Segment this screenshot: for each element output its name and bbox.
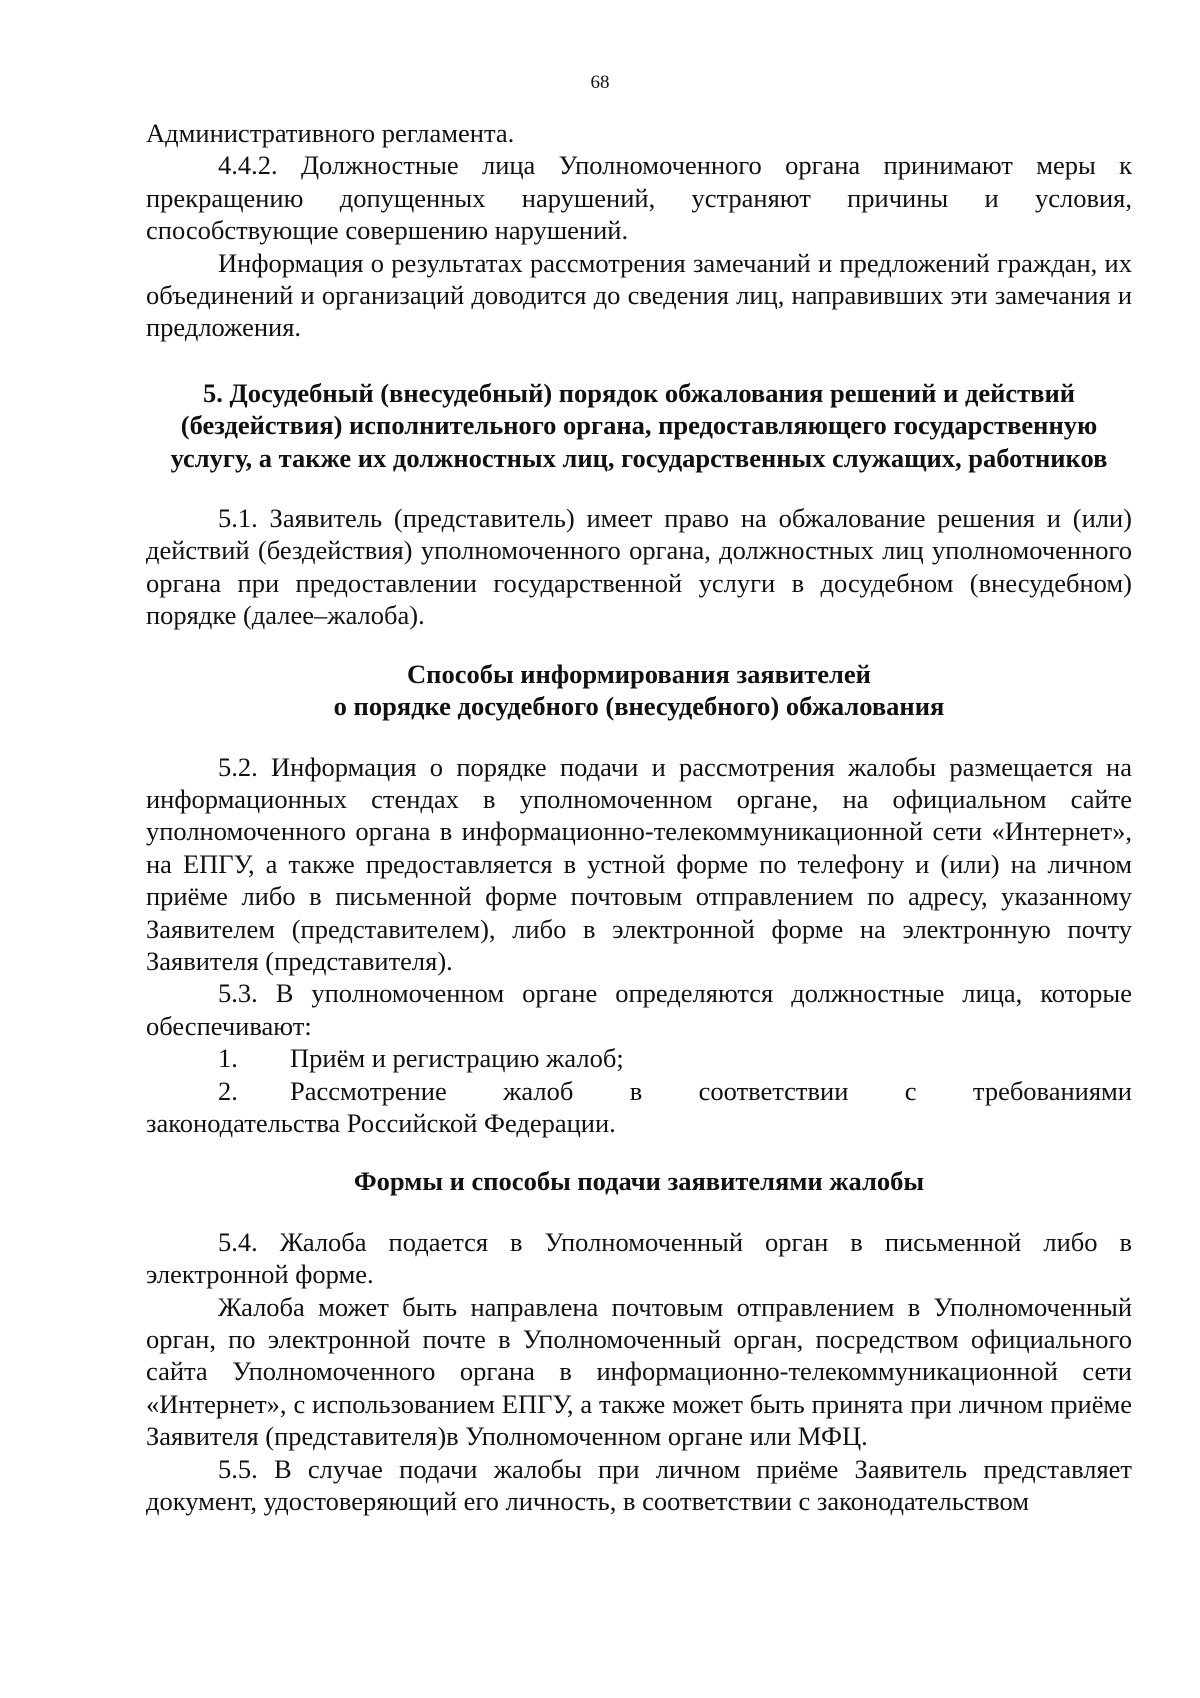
paragraph-5-2: 5.2. Информация о порядке подачи и рассмотрения жалобы размещается на информационных стендах в уполномоченном органе, на официальном сайте уполномоченного органа в информационно-телекоммуникационной сети «Интернет», на ЕПГУ, а также предоставляется в устной форме по телефону и (или) на личном приёме либо в письменной форме почтовым отправлением по адресу, указанному Заявителем (представителем), либо в электронной форме на электронную почту Заявителя (представителя). bbox=[146, 751, 1132, 976]
paragraph-5-1: 5.1. Заявитель (представитель) имеет право на обжалование решения и (или) действий (бездействия) уполномоченного органа, должностных лиц уполномоченного органа при предоставлении государственной услуги в досудебном (внесудебном) порядке (далее–жалоба). bbox=[146, 503, 1132, 631]
subheading-submission-forms: Формы и способы подачи заявителями жалобы bbox=[353, 1166, 925, 1197]
list-item-number: 1. bbox=[218, 1043, 238, 1074]
paragraph-5-4: 5.4. Жалоба подается в Уполномоченный орган в письменной либо в электронной форме. bbox=[146, 1226, 1132, 1290]
list-item-text: Приём и регистрацию жалоб; bbox=[290, 1043, 624, 1074]
subheading-informing-line-2: о порядке досудебного (внесудебного) обжалования bbox=[333, 691, 945, 722]
paragraph-5-3: 5.3. В уполномоченном органе определяются должностные лица, которые обеспечивают: bbox=[146, 978, 1132, 1041]
subheading-informing-line-1: Способы информирования заявителей bbox=[407, 658, 871, 689]
list-item-number: 2. bbox=[218, 1075, 238, 1106]
document-body bbox=[146, 117, 1132, 1517]
page-number: 68 bbox=[590, 72, 610, 93]
paragraph-4-4-2: 4.4.2. Должностные лица Уполномоченного органа принимают меры к прекращению допущенных нарушений, устраняют причины и условия, способствующие совершению нарушений. bbox=[146, 150, 1132, 246]
section-5-heading: 5. Досудебный (внесудебный) порядок обжалования решений и действий (бездействия) исполнительного органа, предоставляющего государственную услугу, а также их должностных лиц, государственных служащих, работников bbox=[170, 377, 1108, 473]
list-item-2-continuation: законодательства Российской Федерации. bbox=[146, 1107, 616, 1138]
list-item-2 bbox=[146, 1075, 1132, 1107]
subheading-informing-methods bbox=[146, 658, 1132, 723]
list-item-1 bbox=[146, 1042, 1132, 1074]
paragraph-5-5: 5.5. В случае подачи жалобы при личном приёме Заявитель представляет документ, удостоверяющий его личность, в соответствии с законодательством bbox=[146, 1453, 1132, 1517]
paragraph-results-info: Информация о результатах рассмотрения замечаний и предложений граждан, их объединений и организаций доводится до сведения лиц, направивших эти замечания и предложения. bbox=[146, 247, 1132, 343]
paragraph-submission-channels: Жалоба может быть направлена почтовым отправлением в Уполномоченный орган, по электронной почте в Уполномоченный орган, посредством официального сайта Уполномоченного органа в информационно-телекоммуникационной сети «Интернет», с использованием ЕПГУ, а также может быть принята при личном приёме Заявителя (представителя)в Уполномоченном органе или МФЦ. bbox=[146, 1291, 1132, 1452]
paragraph-regulation-end: Административного регламента. bbox=[146, 118, 515, 148]
list-item-text: Рассмотрение жалоб в соответствии с требованиями bbox=[290, 1075, 1132, 1106]
